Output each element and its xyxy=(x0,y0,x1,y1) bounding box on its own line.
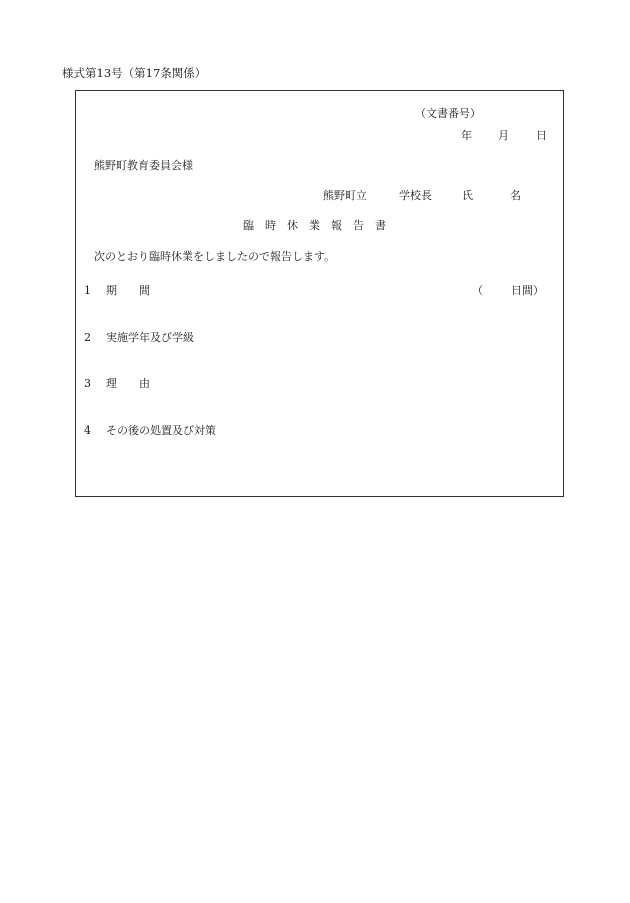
form-label: 様式第13号（第17条関係） xyxy=(62,66,207,80)
sender-name-label-1: 氏 xyxy=(462,189,473,202)
item-number-1: 1 xyxy=(84,284,91,297)
item-number-3: 3 xyxy=(84,377,91,390)
date-month: 月 xyxy=(498,129,509,142)
item-label-measures: その後の処置及び対策 xyxy=(106,424,216,437)
item-number-4: 4 xyxy=(84,424,91,437)
item-number-2: 2 xyxy=(84,331,91,344)
date-day: 日 xyxy=(536,129,547,142)
document-title: 臨 時 休 業 報 告 書 xyxy=(243,219,386,232)
item-label-reason: 理 由 xyxy=(106,377,150,390)
addressee: 熊野町教育委員会様 xyxy=(94,159,193,172)
item-label-period: 期 間 xyxy=(106,284,150,297)
sender-title: 学校長 xyxy=(399,189,432,202)
intro-text: 次のとおり臨時休業をしましたので報告します。 xyxy=(94,250,336,263)
document-number: （文書番号） xyxy=(415,107,481,120)
sender-name-label-2: 名 xyxy=(510,189,521,202)
item-label-grade-class: 実施学年及び学級 xyxy=(106,331,194,344)
item-period-open-paren: （ xyxy=(472,284,483,297)
sender-school: 熊野町立 xyxy=(323,189,367,202)
date-year: 年 xyxy=(461,129,472,142)
item-period-days: 日間） xyxy=(511,284,544,297)
